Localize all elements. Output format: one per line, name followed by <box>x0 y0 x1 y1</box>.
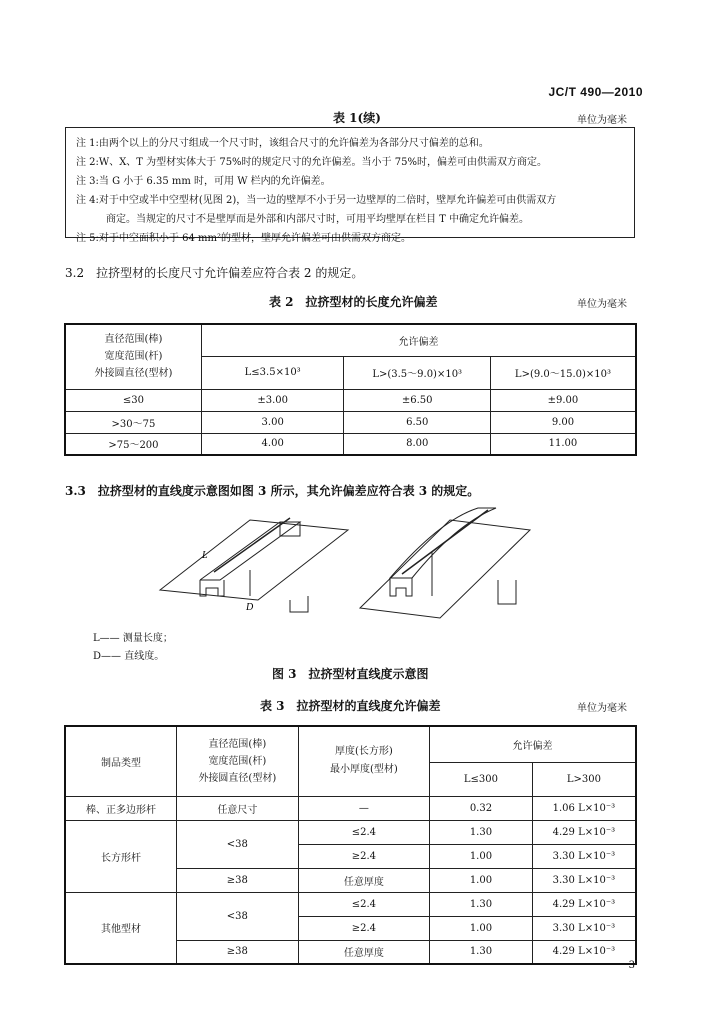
table-cell: 1.30 <box>430 940 533 964</box>
legend-L: L—— 测量长度； <box>93 633 173 644</box>
table-cell: ≤2.4 <box>298 820 430 844</box>
table-cell: ±3.00 <box>201 389 344 411</box>
table-cell: ≥38 <box>177 940 299 964</box>
table-cell: 1.06 L×10⁻³ <box>532 796 636 820</box>
table2-subhead: L>(3.5～9.0)×10³ <box>344 356 490 389</box>
head-range-line: 直径范围(棒) <box>208 738 267 750</box>
table3-unit: 单位为毫米 <box>577 703 627 714</box>
note-2: 注 2:W、X、T 为型材实体大于 75%时的规定尺寸的允许偏差。当小于 75%时，偏差可由供需双方商定。 <box>76 157 547 168</box>
table2-caption: 表 2 拉挤型材的长度允许偏差 <box>269 295 438 309</box>
figure-label-L: L <box>202 550 208 561</box>
table-cell: 任意厚度 <box>298 868 430 892</box>
table-cell: 1.30 <box>430 820 533 844</box>
table3-head-type: 制品类型 <box>65 726 177 796</box>
table-row <box>65 820 636 844</box>
table2-unit: 单位为毫米 <box>577 299 627 310</box>
right-plate <box>360 520 530 618</box>
table3 <box>64 725 637 965</box>
table-cell: 1.00 <box>430 868 533 892</box>
table-cell: 其他型材 <box>65 892 177 964</box>
table-row <box>65 892 636 916</box>
table-cell: ±9.00 <box>490 389 636 411</box>
table-cell: 4.00 <box>201 433 344 455</box>
table2-head-range <box>65 324 201 389</box>
table-cell: 3.30 L×10⁻³ <box>532 916 636 940</box>
table-cell: 3.00 <box>201 411 344 433</box>
table3-caption: 表 3 拉挤型材的直线度允许偏差 <box>260 699 441 713</box>
table-row <box>65 796 636 820</box>
right-profile-end <box>390 578 412 596</box>
table-cell: 1.00 <box>430 916 533 940</box>
table2-subhead: L>(9.0～15.0)×10³ <box>490 356 636 389</box>
right-channel <box>498 580 516 604</box>
left-measure-line <box>214 518 290 572</box>
section-3-3-text: 3.3 拉挤型材的直线度示意图如图 3 所示，其允许偏差应符合表 3 的规定。 <box>65 484 480 498</box>
table2-head-tolerance: 允许偏差 <box>201 324 636 356</box>
table-cell: >30～75 <box>65 411 201 433</box>
table-cell: ≤2.4 <box>298 892 430 916</box>
head-thick-line: 厚度(长方形) <box>334 746 393 758</box>
head-range-line: 外接圆直径(型材) <box>198 772 277 784</box>
head-range-line: 直径范围(棒) <box>104 334 163 346</box>
table-cell: ≥2.4 <box>298 916 430 940</box>
note-4: 注 4:对于中空或半中空型材(见图 2)，当一边的壁厚不小于另一边壁厚的二倍时，壁厚允许偏差可由供需双方 <box>76 195 557 206</box>
table-cell: ≤30 <box>65 389 201 411</box>
left-profile-end <box>200 580 224 596</box>
table-cell: 1.00 <box>430 844 533 868</box>
table3-head-range <box>177 726 299 796</box>
table-cell: 4.29 L×10⁻³ <box>532 820 636 844</box>
table-cell: 11.00 <box>490 433 636 455</box>
table-cell: 8.00 <box>344 433 490 455</box>
table-cell: 4.29 L×10⁻³ <box>532 940 636 964</box>
table-row <box>65 389 636 411</box>
table-cell: <38 <box>177 892 299 940</box>
table-cell: <38 <box>177 820 299 868</box>
table1-notes-box <box>65 127 635 244</box>
table-cell: ≥38 <box>177 868 299 892</box>
note-5: 注 5:对于中空面积小于 64 mm²的型材，壁厚允许偏差可由供需双方商定。 <box>76 233 411 244</box>
table-row <box>65 411 636 433</box>
table-cell: 3.30 L×10⁻³ <box>532 868 636 892</box>
figure-label-D: D <box>246 602 254 613</box>
note-4-continued: 商定。当规定的尺寸不是壁厚而是外部和内部尺寸时，可用平均壁厚在栏目 T 中确定允许偏差。 <box>106 214 530 225</box>
left-plate <box>160 520 348 600</box>
table-cell: 6.50 <box>344 411 490 433</box>
table-cell: — <box>298 796 430 820</box>
head-thick-line: 最小厚度(型材) <box>329 764 398 776</box>
table2-subhead: L≤3.5×10³ <box>201 356 344 389</box>
table-cell: 任意尺寸 <box>177 796 299 820</box>
table3-subhead: L≤300 <box>430 762 533 796</box>
figure3-legend <box>93 630 173 666</box>
legend-D: D—— 直线度。 <box>93 651 165 662</box>
table3-head-thickness <box>298 726 430 796</box>
table3-subhead: L>300 <box>532 762 636 796</box>
table-cell: 任意厚度 <box>298 940 430 964</box>
table-cell: ≥2.4 <box>298 844 430 868</box>
standard-number: JC/T 490—2010 <box>548 85 643 99</box>
note-3: 注 3:当 G 小于 6.35 mm 时，可用 W 栏内的允许偏差。 <box>76 176 331 187</box>
table1-caption: 表 1(续) <box>333 111 381 125</box>
table-row <box>65 433 636 455</box>
table-cell: 1.30 <box>430 892 533 916</box>
page-number: 3 <box>628 960 635 971</box>
figure3-diagram <box>150 500 550 630</box>
table3-head-tolerance: 允许偏差 <box>430 726 636 762</box>
right-measure-line <box>402 510 488 574</box>
table-cell: 0.32 <box>430 796 533 820</box>
section-3-2-text: 3.2 拉挤型材的长度尺寸允许偏差应符合表 2 的规定。 <box>65 266 364 280</box>
table1-unit: 单位为毫米 <box>577 115 627 126</box>
table-cell: 棒、正多边形杆 <box>65 796 177 820</box>
head-range-line: 宽度范围(杆) <box>208 755 267 767</box>
table-cell: 3.30 L×10⁻³ <box>532 844 636 868</box>
head-range-line: 宽度范围(杆) <box>104 351 163 363</box>
figure3-caption: 图 3 拉挤型材直线度示意图 <box>272 667 429 681</box>
head-range-line: 外接圆直径(型材) <box>94 368 173 380</box>
table-cell: 长方形杆 <box>65 820 177 892</box>
table-cell: ±6.50 <box>344 389 490 411</box>
note-1: 注 1:由两个以上的分尺寸组成一个尺寸时，该组合尺寸的允许偏差为各部分尺寸偏差的总和。 <box>76 138 489 149</box>
table-cell: >75～200 <box>65 433 201 455</box>
table2 <box>64 323 637 456</box>
table-cell: 9.00 <box>490 411 636 433</box>
left-channel <box>290 596 308 612</box>
table-cell: 4.29 L×10⁻³ <box>532 892 636 916</box>
